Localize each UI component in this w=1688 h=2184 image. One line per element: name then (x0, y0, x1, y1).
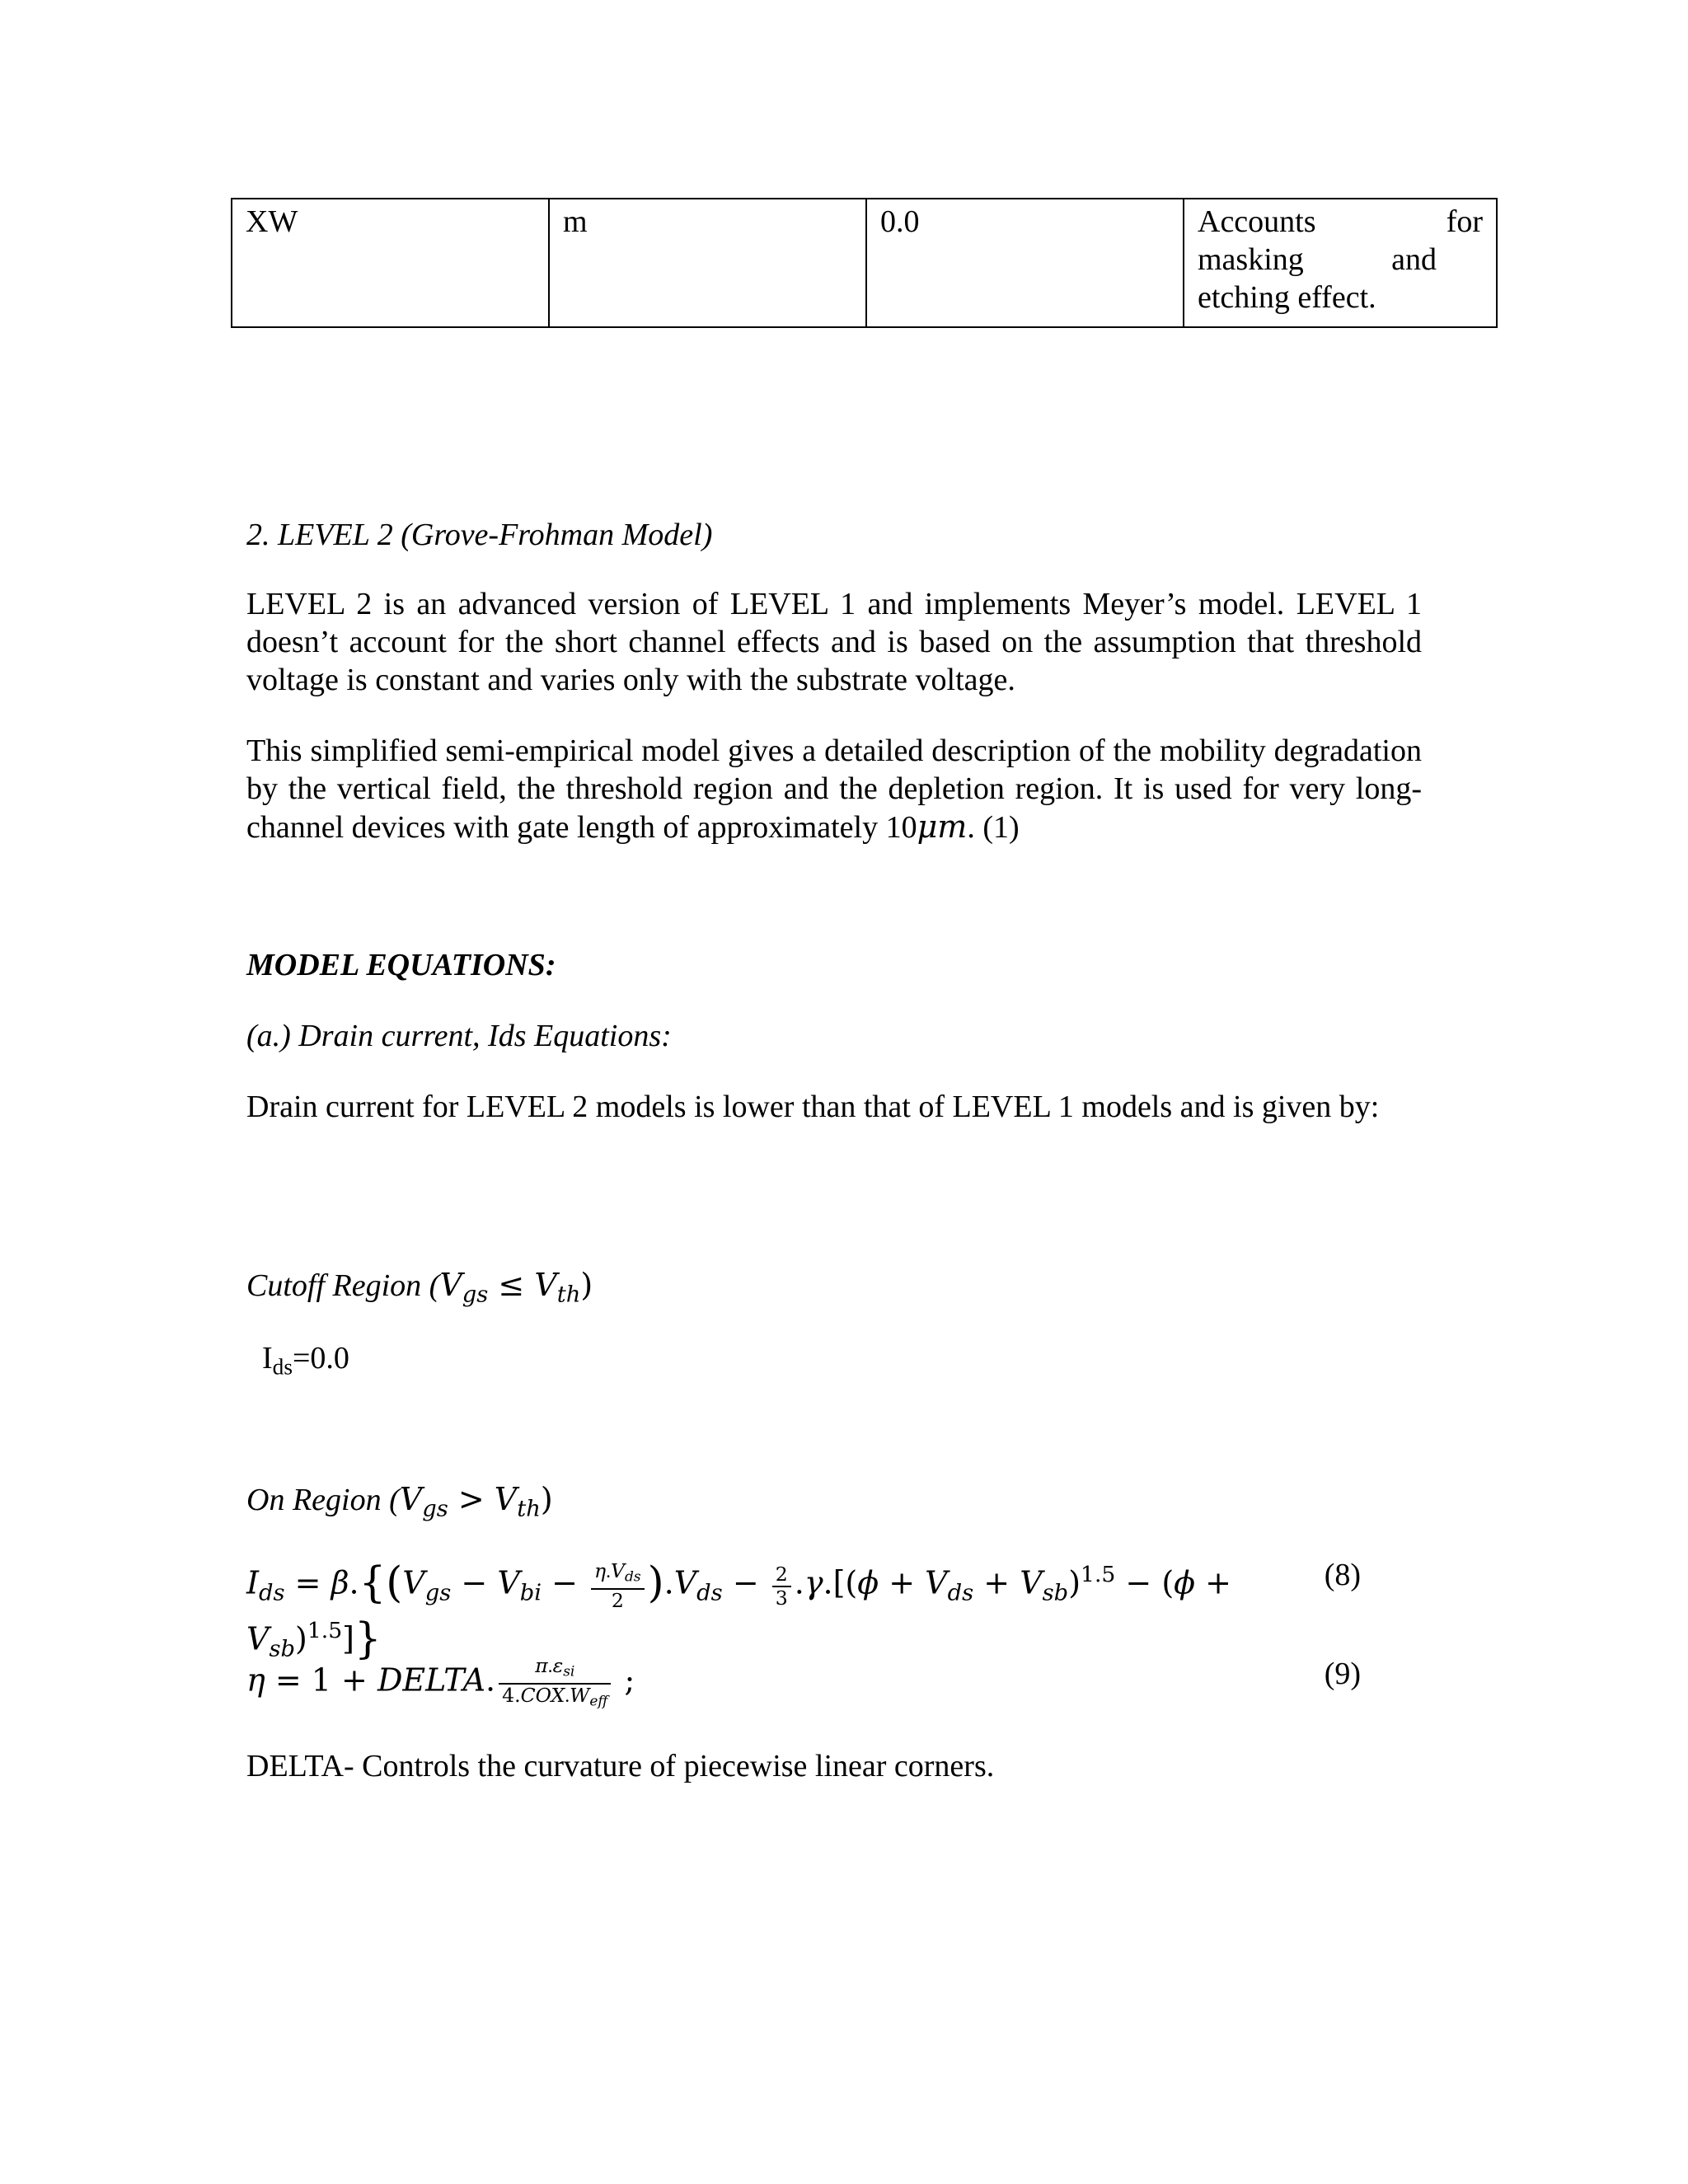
model-equations-heading: MODEL EQUATIONS: (246, 948, 556, 982)
description-rest: masking and etching effect. (1198, 242, 1437, 315)
cutoff-region-label: Cutoff Region $(V_{gs} \le V_{th})$ (246, 1267, 593, 1308)
on-region-label: On Region $(V_{gs} > V_{th})$ (246, 1481, 553, 1522)
param-default-cell: 0.0 (866, 199, 1184, 327)
param-unit-cell: m (549, 199, 866, 327)
equation-8-number: (8) (1324, 1558, 1361, 1592)
description-first-line (1198, 203, 1483, 241)
paragraph-end: . (1) (967, 810, 1020, 845)
paragraph-level2-intro: LEVEL 2 is an advanced version of LEVEL 1 and implements Meyer’s model. LEVEL 1 doesn’t account for the short channel effects and is based on the assumption that threshold voltage is constant and varies only with the substrate voltage. (246, 587, 1422, 697)
description-word: for (1446, 204, 1483, 239)
drain-current-intro: Drain current for LEVEL 2 models is lower than that of LEVEL 1 models and is given by: (246, 1090, 1380, 1124)
parameter-table (231, 198, 1498, 328)
equation-8: $I_{ds} = \beta.\{(V_{gs} - V_{bi}$ − $\frac{\eta.V_{ds}}{2}$ )$.V_{ds}$ − $\frac{2}{3}$ $.\gamma.[(\phi + V_{ds} + V_{sb})^{1.5} - (\phi + V_{sb})^{1.5}]$} (8) (246, 1558, 1361, 1665)
cutoff-label-text: Cutoff Region ( (246, 1268, 440, 1303)
equation-9-number: (9) (1324, 1657, 1361, 1691)
drain-current-subheading: (a.) Drain current, Ids Equations: (246, 1019, 672, 1053)
current-symbol: I (262, 1341, 273, 1376)
param-description-cell (1184, 199, 1497, 327)
paragraph-level2-description (246, 732, 1422, 846)
table-row (232, 199, 1497, 327)
on-label-text: On Region ( (246, 1483, 400, 1517)
param-name-cell: XW (232, 199, 549, 327)
current-value: =0.0 (292, 1341, 349, 1376)
cutoff-current-equation (262, 1339, 1437, 1386)
equation-9: η = 1 + DELTA. $\frac{\pi.\varepsilon_{si}}{4.COX.W_{eff}}$ ; (9) (246, 1654, 1361, 1709)
paragraph-text: This simplified semi-empirical model gives a detailed description of the mobility degradation by the vertical field, the threshold region and the depletion region. It is used for very long- channel devices with gate length of approximately 10 (246, 733, 1422, 845)
description-word: Accounts (1198, 204, 1316, 239)
current-subscript: ds (272, 1354, 293, 1380)
micrometer-unit: μm (917, 808, 968, 845)
delta-description: DELTA- Controls the curvature of piecewise linear corners. (246, 1749, 995, 1783)
section-heading: 2. LEVEL 2 (Grove-Frohman Model) (246, 518, 713, 552)
